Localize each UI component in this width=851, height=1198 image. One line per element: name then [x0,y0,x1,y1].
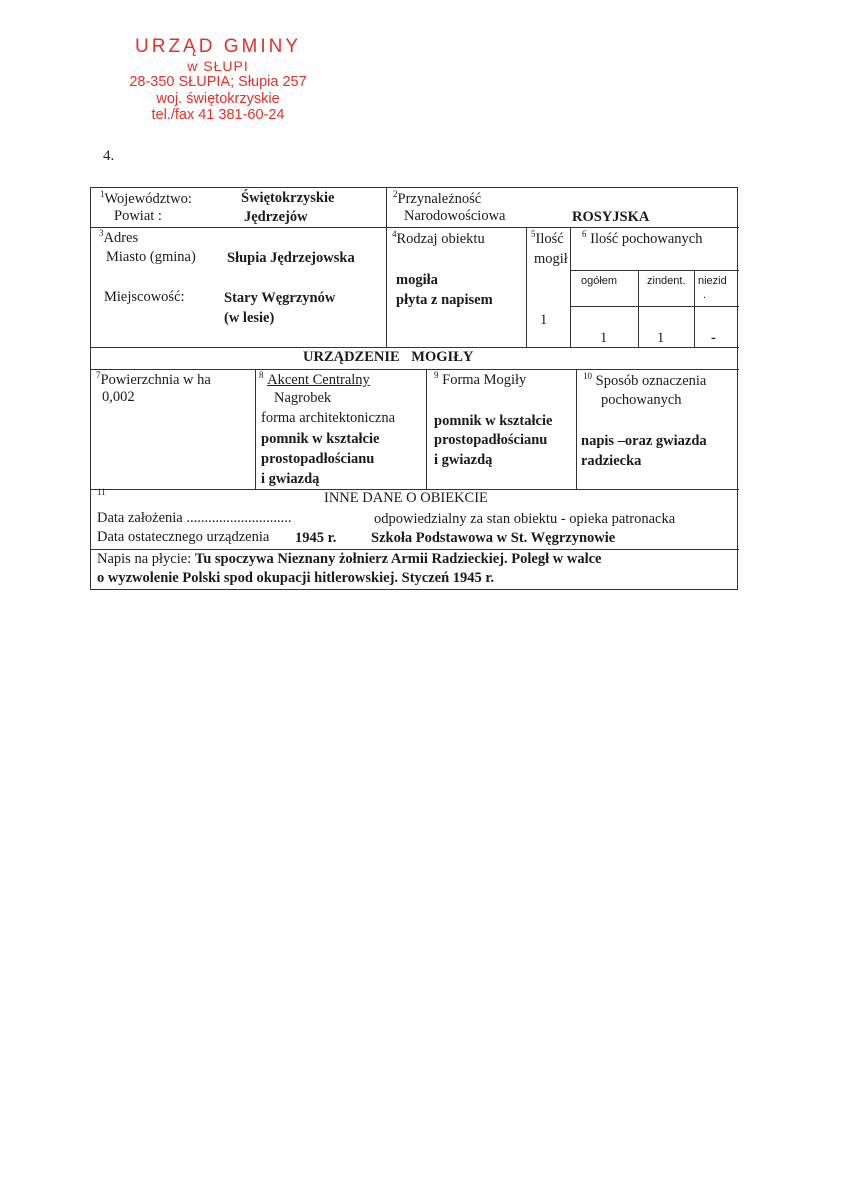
other-data-number: 11 [97,487,106,497]
col-divider [255,369,256,489]
grave-form-value-2: prostopadłościanu [434,432,548,448]
col-divider [386,188,387,347]
col-divider [570,227,571,347]
grave-form-value-3: i gwiazdą [434,452,493,468]
headstone-label: Nagrobek [274,390,332,406]
locality-label: Miejscowość: [104,289,185,305]
stamp-line-office: URZĄD GMINY [135,36,301,57]
document-number: 4. [103,148,115,164]
last-arrangement-label: Data ostatecznego urządzenia [97,529,270,545]
col-divider [426,369,427,489]
buried-total-header: ogółem [581,275,618,287]
col-divider [526,227,527,347]
col-divider [638,270,639,347]
marking-method-value-2: radziecka [581,453,642,469]
address-label: $^3$Adres [99,228,139,246]
last-arrangement-value: 1945 r. [295,530,337,546]
grave-form-label: $^9$ Forma Mogiły [434,370,527,388]
object-type-value: mogiła [396,272,438,288]
stamp-line-place: w SŁUPI [187,57,249,74]
object-type-value-2: płyta z napisem [396,292,493,308]
stamp-line-address: 28-350 SŁUPIA; Słupia 257 [129,73,307,90]
nationality-value: ROSYJSKA [572,209,650,225]
nationality-label-2: Narodowościowa [404,208,506,224]
buried-identified-value: 1 [657,330,665,346]
buried-unidentified-header-dot: . [703,289,707,301]
grave-record-card [90,187,738,590]
locality-value-note: (w lesie) [224,310,275,326]
buried-count-label: $^6$ Ilość pochowanych [582,229,703,247]
school-name: Szkoła Podstawowa w St. Węgrzynowie [371,530,616,546]
object-type-label: $^4$Rodzaj obiektu [392,229,485,247]
row-divider [91,347,739,348]
area-value: 0,002 [102,389,135,405]
county-label: Powiat : [114,208,162,224]
buried-unidentified-value: - [711,330,716,346]
central-accent-value: pomnik w kształcie [261,431,380,447]
voivodeship-value: Świętokrzyskie [241,190,335,206]
nationality-label: $^2$Przynależność [393,189,482,207]
architectural-form-label: forma architektoniczna [261,410,396,426]
buried-unidentified-header: niezid [698,275,727,287]
office-stamp [96,36,340,124]
marking-method-label: $^{10}$ Sposób oznaczenia [583,371,707,389]
section-title: URZĄDZENIE MOGIŁY [303,349,474,365]
row-divider [91,227,739,228]
city-value: Słupia Jędrzejowska [227,250,355,266]
buried-total-value: 1 [600,330,608,346]
central-accent-value-3: i gwiazdą [261,471,320,487]
voivodeship-label: $^1$Województwo: [100,189,192,207]
inscription-line-1: Napis na płycie: Tu spoczywa Nieznany żołnierz Armii Radzieckiej. Poległ w walce [97,551,602,567]
responsible-party: odpowiedzialny za stan obiektu - opieka patronacka [374,511,676,527]
row-divider [91,549,739,550]
stamp-line-phone: tel./fax 41 381-60-24 [151,107,285,124]
subheader-divider [570,270,739,271]
subheader-divider [570,306,739,307]
marking-method-value: napis –oraz gwiazda [581,433,707,449]
founded-row: Data założenia ............................. [97,510,292,526]
other-data-title: INNE DANE O OBIEKCIE [324,490,488,506]
grave-count-label-2: mogił [534,251,568,267]
buried-identified-header: zindent. [647,275,686,287]
grave-form-value: pomnik w kształcie [434,413,553,429]
central-accent-value-2: prostopadłościanu [261,451,375,467]
county-value: Jędrzejów [244,209,308,225]
col-divider [576,369,577,489]
col-divider [694,270,695,347]
area-label: $^7$Powierzchnia w ha [96,370,211,388]
stamp-line-region: woj. świętokrzyskie [156,90,280,107]
central-accent-label: $^8$ Akcent Centralny [259,370,370,388]
city-label: Miasto (gmina) [106,249,196,265]
grave-count-value: 1 [540,312,548,328]
grave-count-label: $^5$Ilość [531,229,564,247]
inscription-line-2: o wyzwolenie Polski spod okupacji hitlerowskiej. Styczeń 1945 r. [97,570,495,586]
marking-method-label-2: pochowanych [601,392,682,408]
locality-value: Stary Węgrzynów [224,290,336,306]
